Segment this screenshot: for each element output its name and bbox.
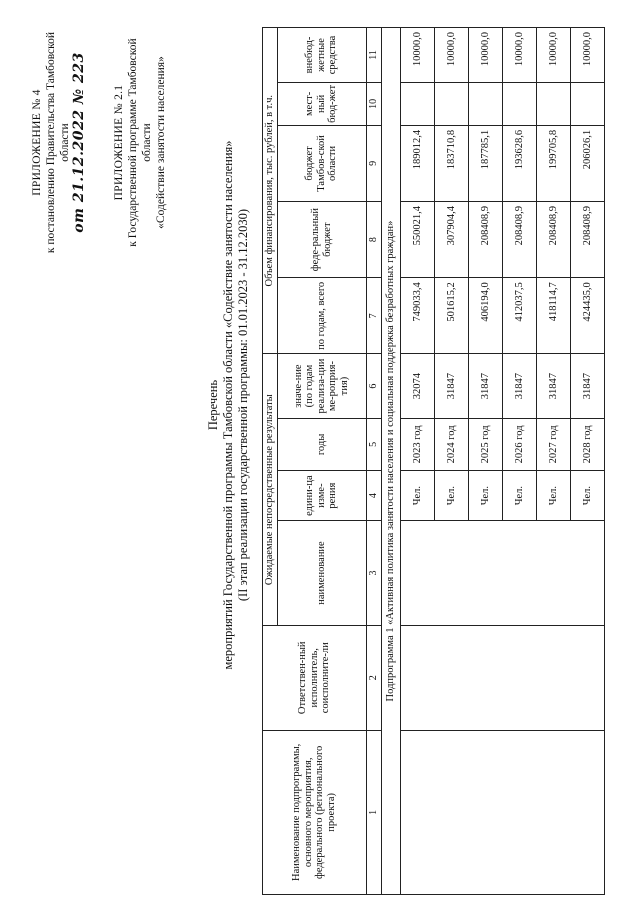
header-responsible: Ответствен-ный исполнитель, соисполните-ли [263, 625, 367, 730]
column-number: 9 [366, 125, 381, 201]
subprogram-row [381, 28, 400, 895]
column-number: 7 [366, 278, 381, 354]
cell-federal: 208408,9 [468, 202, 502, 278]
appendix-sub-program-name: «Содействие занятости населения» [155, 56, 167, 229]
cell-total: 418114,7 [536, 278, 570, 354]
header-finance-group: Объем финансирования, тыс. рублей, в т.ч. [263, 28, 278, 354]
header-result-unit: едини-ца изме-рения [277, 471, 366, 521]
cell-total: 501615,2 [434, 278, 468, 354]
cell-local [570, 82, 604, 125]
cell-responsible [400, 625, 604, 730]
heading-subtitle: мероприятий Государственной программы Тамбовской области «Содействие занятости населения» [221, 140, 235, 670]
header-name: Наименование подпрограммы, основного мероприятия, федерального (регионального проекта) [263, 730, 367, 894]
cell-federal: 208408,9 [502, 202, 536, 278]
appendix-sub-number: ПРИЛОЖЕНИЕ № 2.1 [113, 84, 125, 201]
appendix-sub-block [112, 20, 168, 265]
cell-regional: 183710,8 [434, 125, 468, 201]
heading-title: Перечень [206, 379, 220, 431]
column-number: 3 [366, 521, 381, 626]
cell-local [434, 82, 468, 125]
cell-unit: Чел. [502, 471, 536, 521]
cell-unit: Чел. [434, 471, 468, 521]
cell-regional: 193628,6 [502, 125, 536, 201]
handwritten-date-signature: от 21.12.2022 № 223 [71, 52, 87, 233]
column-number: 10 [366, 82, 381, 125]
cell-value: 31847 [502, 354, 536, 418]
header-results-group: Ожидаемые непосредственные результаты [263, 354, 278, 625]
cell-offbudget: 10000,0 [536, 28, 570, 83]
cell-value: 31847 [536, 354, 570, 418]
column-number: 4 [366, 471, 381, 521]
cell-value: 31847 [570, 354, 604, 418]
cell-year: 2023 год [400, 418, 434, 470]
measures-table-wrapper [262, 27, 626, 895]
appendix-main-number: ПРИЛОЖЕНИЕ № 4 [31, 89, 43, 196]
header-finance-offbudget: внебюд-жетные средства [277, 28, 366, 83]
heading-period: (II этап реализации государственной программы: 01.01.2023 - 31.12.2030) [236, 208, 250, 602]
cell-local [502, 82, 536, 125]
cell-local [468, 82, 502, 125]
cell-federal: 208408,9 [536, 202, 570, 278]
cell-regional: 189012,4 [400, 125, 434, 201]
column-number: 1 [366, 730, 381, 894]
subprogram-title: Подпрограмма 1 «Активная политика занятости населения и социальная поддержка безработных граждан» [381, 28, 400, 895]
column-number: 6 [366, 354, 381, 418]
cell-unit: Чел. [468, 471, 502, 521]
appendix-main-block [30, 20, 86, 265]
cell-offbudget: 10000,0 [502, 28, 536, 83]
cell-result-name [400, 521, 604, 626]
cell-total: 406194,0 [468, 278, 502, 354]
cell-offbudget: 10000,0 [570, 28, 604, 83]
cell-unit: Чел. [400, 471, 434, 521]
header-result-years: годы [277, 418, 366, 470]
header-result-name: наименование [277, 521, 366, 626]
measures-table [262, 27, 605, 895]
cell-regional: 187785,1 [468, 125, 502, 201]
cell-local [536, 82, 570, 125]
cell-year: 2025 год [468, 418, 502, 470]
cell-offbudget: 10000,0 [468, 28, 502, 83]
column-number: 8 [366, 202, 381, 278]
column-number: 5 [366, 418, 381, 470]
cell-federal: 307904,4 [434, 202, 468, 278]
appendix-sub-program: к Государственной программе Тамбовской области [127, 38, 153, 247]
cell-unit: Чел. [570, 471, 604, 521]
cell-offbudget: 10000,0 [434, 28, 468, 83]
cell-name [400, 730, 604, 894]
cell-local [400, 82, 434, 125]
appendix-main-decree: к постановлению Правительства Тамбовской области [45, 31, 71, 254]
cell-regional: 199705,8 [536, 125, 570, 201]
cell-federal: 550021,4 [400, 202, 434, 278]
cell-offbudget: 10000,0 [400, 28, 434, 83]
cell-value: 31847 [468, 354, 502, 418]
cell-year: 2024 год [434, 418, 468, 470]
cell-total: 412037,5 [502, 278, 536, 354]
cell-federal: 208408,9 [570, 202, 604, 278]
header-finance-federal: феде-ральный бюджет [277, 202, 366, 278]
header-finance-total: по годам, всего [277, 278, 366, 354]
cell-value: 32074 [400, 354, 434, 418]
cell-total: 424435,0 [570, 278, 604, 354]
document-heading [206, 55, 251, 755]
table-header-row-1 [263, 28, 278, 895]
cell-year: 2026 год [502, 418, 536, 470]
header-finance-regional: бюджет Тамбов-ской области [277, 125, 366, 201]
cell-regional: 206026,1 [570, 125, 604, 201]
cell-total: 749033,4 [400, 278, 434, 354]
column-number: 11 [366, 28, 381, 83]
table-row [400, 28, 434, 895]
cell-unit: Чел. [536, 471, 570, 521]
header-result-value: значе-ние (по годам реализа-ции ме-роприя-тия) [277, 354, 366, 418]
column-number: 2 [366, 625, 381, 730]
header-finance-local: мест-ный бюд-жет [277, 82, 366, 125]
cell-value: 31847 [434, 354, 468, 418]
cell-year: 2027 год [536, 418, 570, 470]
cell-year: 2028 год [570, 418, 604, 470]
column-number-row [366, 28, 381, 895]
